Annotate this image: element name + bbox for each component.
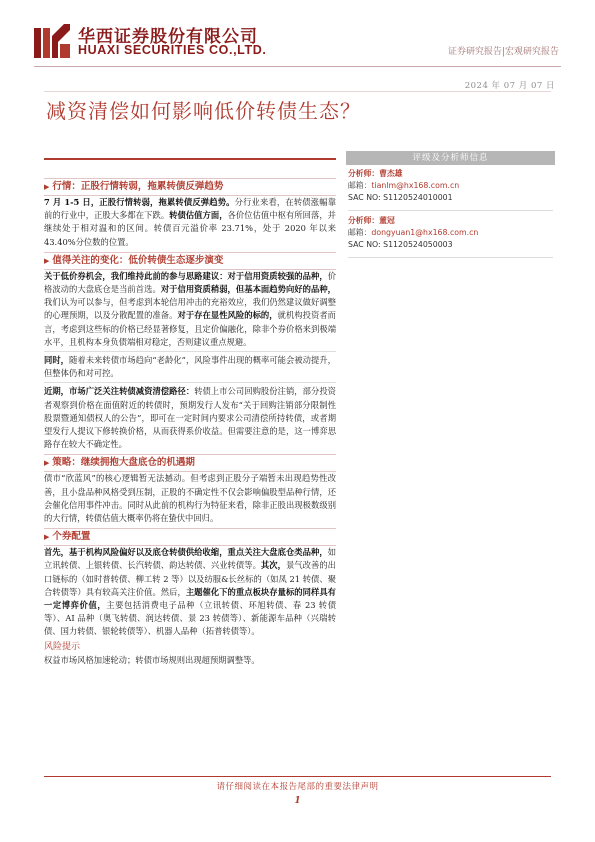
risk-text: 权益市场风格加速轮动；转债市场规则出现超预期调整等。 — [44, 654, 260, 665]
sidebar-heading: 评级及分析师信息 — [346, 151, 555, 165]
report-type: 证券研究报告|宏观研究报告 — [447, 47, 559, 57]
report-title: 减资清偿如何影响低价转债生态？ — [46, 99, 361, 123]
divider — [44, 382, 336, 383]
triangle-icon: ▶ — [44, 182, 50, 191]
report-date: 2024 年 07 月 07 日 — [464, 81, 555, 91]
paragraph: 关于低价券机会，我们维持此前的参与思路建议：对于信用资质较强的品种，价格波动的大盘底仓是当前首选。对于信用资质稍弱，但基本面趋势向好的品种，我们认为可以参与，但考虑到本轮信用冲击的充裕效应，我们仍然建议做好调整的心理预期，以及分散配置的准备。对于存在显性风险的标的，就机构投资者而言，考虑到这些标的价格已经显著修复，且定价偏融化，除非个券价格来到极端水平，且机构本身负债端相对稳定，否则建议重点规避。 — [44, 270, 336, 347]
paragraph: 7 月 1-5 日，正股行情转弱，拖累转债反弹趋势。分行业来看，在转债涨幅靠前的行业中，正股大多都在下跌。转债估值方面，各价位估值中枢有所回落，并继续处于相对温和的区间。转债百元溢价率 23.71%，处于 2020 年以来 43.40%分位数的位置。 — [44, 197, 336, 247]
page-number: 1 — [294, 796, 301, 806]
paragraph: 同时，随着未来转债市场趋向“老龄化”，风险事件出现的概率可能会被动提升，但整体仍和对可控。 — [44, 355, 336, 379]
analyst-name: 分析师：曹杰雄 — [348, 169, 403, 178]
main-column — [44, 175, 336, 667]
divider — [348, 257, 553, 258]
analyst-email-row: 邮箱：tianlm@hx168.com.cn — [348, 181, 460, 190]
company-name-en: HUAXI SECURITIES CO.,LTD. — [78, 43, 267, 57]
risk-heading: 风险提示 — [44, 641, 81, 652]
footer-disclaimer: 请仔细阅读在本报告尾部的重要法律声明 — [216, 782, 379, 792]
section-heading-allocation: ▶ 个券配置 — [44, 528, 336, 546]
header-rule — [34, 66, 561, 67]
divider — [44, 351, 336, 352]
triangle-icon: ▶ — [44, 458, 50, 468]
paragraph: 债市“欣蓝风”的核心逻辑暂无法撼动。但考虑到正股分子端暂未出现趋势性改善，且小盘品种风格受到压制，正股的不确定性不仅会影响偏股型品种行情，还会催化信用事件冲击。同时从此前的机构行为特征来看，除非正股出现极数级别的大行情，转债估值大概率仍将在蛰伏中回归。 — [44, 473, 336, 524]
footer-rule — [44, 776, 551, 777]
analyst-email-link[interactable]: dongyuan1@hx168.com.cn — [371, 228, 479, 237]
analyst-name: 分析师：董冠 — [348, 216, 395, 225]
analyst-email-link[interactable]: tianlm@hx168.com.cn — [371, 181, 460, 190]
section-heading-changes: ▶ 值得关注的变化：低价转债生态逐步演变 — [44, 252, 336, 270]
date-rule — [44, 91, 551, 92]
analyst-sac: SAC NO: S1120524050003 — [348, 240, 453, 249]
section-heading-strategy: ▶ 策略：继续拥抱大盘底仓的机遇期 — [44, 454, 336, 472]
analyst-card — [348, 168, 553, 204]
triangle-icon: ▶ — [44, 255, 50, 265]
huaxi-logo-icon — [34, 24, 70, 58]
section-heading-market: ▶ 行情：正股行情转弱，拖累转债反弹趋势 — [44, 178, 336, 196]
analyst-panel — [348, 168, 553, 262]
divider — [348, 210, 553, 211]
triangle-icon: ▶ — [44, 532, 50, 542]
analyst-card — [348, 215, 553, 251]
paragraph: 首先，基于机构风险偏好以及底仓转债供给收缩，重点关注大盘底仓类品种，如立讯转债、上银转债、长汽转债、韵达转债、兴业转债等。其次，景气改善的出口链标的（如时普转债、柳工转 2 等）以及纺服&长丝标的（如凤 21 转债、聚合转债等）具有较高关注价值。然后，主题催化下的重点板块存量标的同样具有一定博弈价值，主要包括消费电子品种（立讯转债、环旭转债、春 23 转债等）、AI 品种（奥飞转债、润达转债、景 23 转债等）、新能源车品种（兴瑞转债、国力转债、银轮转债等）、机器人品种（拓普转债等）。 — [44, 547, 336, 637]
analyst-sac: SAC NO: S1120524010001 — [348, 193, 453, 202]
title-accent-bar — [44, 158, 336, 160]
paragraph: 近期，市场广泛关注转债减资清偿路径：转债上市公司回购股份注销，部分投资者观察到价格在面值附近的转债时，预期发行人发布“关于回购注销部分限制性股票暨通知债权人的公告”，即可在一定时间内要求公司清偿所持转债，或者期望发行人提议下修转换价格，从而获得系价收益。但需要注意的是，这一博弈思路存在较大不确定性。 — [44, 386, 336, 450]
analyst-email-row: 邮箱：dongyuan1@hx168.com.cn — [348, 228, 479, 237]
company-name-cn: 华西证券股份有限公司 — [78, 27, 258, 47]
